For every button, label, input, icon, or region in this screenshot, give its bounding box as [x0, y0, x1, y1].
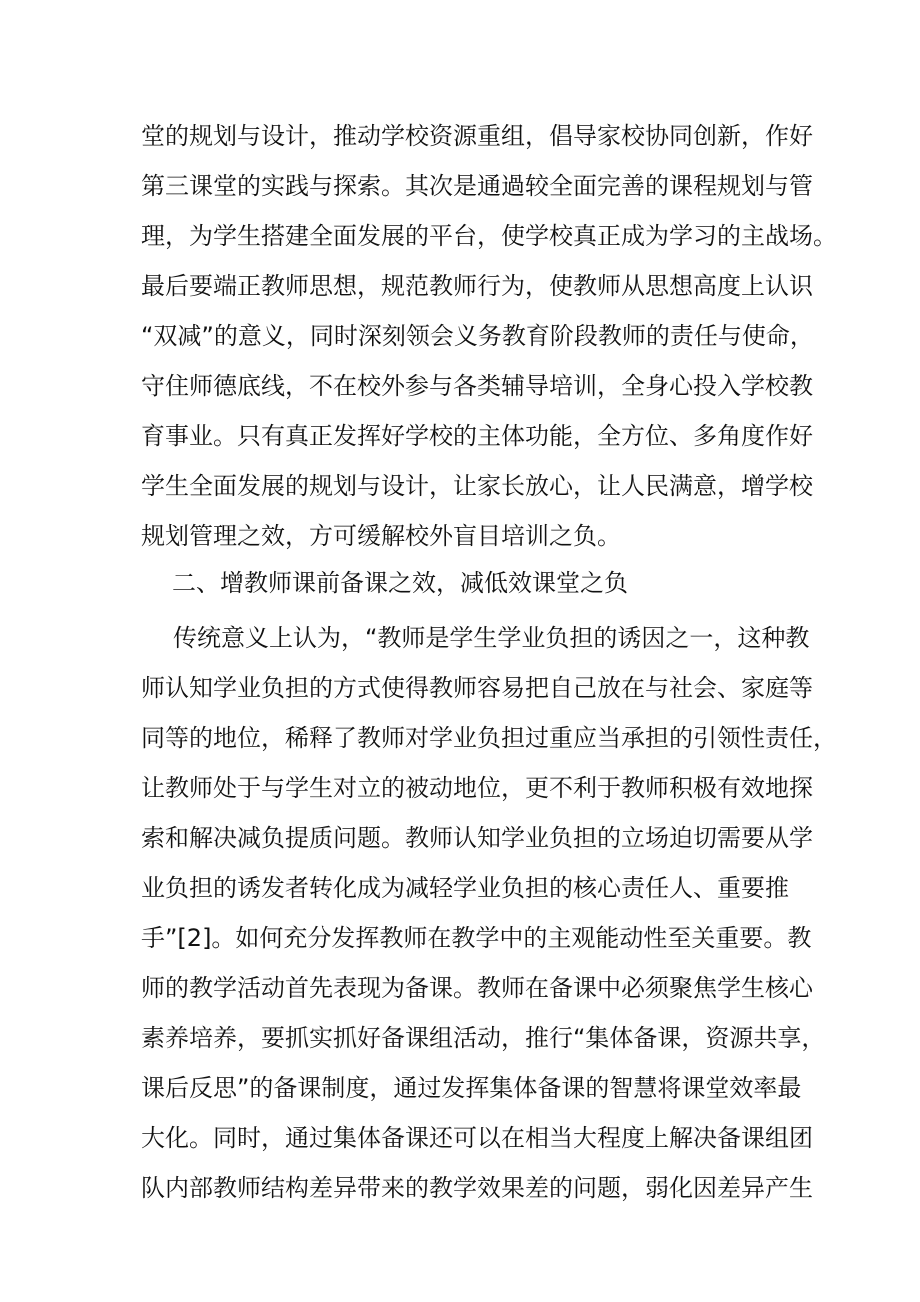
paragraph-1-line: “双减”的意义，同时深刻领会义务教育阶段教师的责任与使命， [141, 322, 814, 350]
paragraph-2-line: 素养培养，要抓实抓好备课组活动，推行“集体备课，资源共享， [141, 1024, 826, 1052]
paragraph-1-line: 守住师德底线，不在校外参与各类辅导培训，全身心投入学校教 [141, 372, 813, 400]
paragraph-2-line: 索和解决减负提质问题。教师认知学业负担的立场迫切需要从学 [141, 824, 813, 852]
paragraph-2-line: 队内部教师结构差异带来的教学效果差的问题，弱化因差异产生 [141, 1174, 813, 1202]
paragraph-2-line: 传统意义上认为，“教师是学生学业负担的诱因之一，这种教 [173, 624, 810, 652]
section-heading: 二、增教师课前备课之效，减低效课堂之负 [172, 569, 628, 597]
paragraph-1-line: 规划管理之效，方可缓解校外盲目培训之负。 [141, 522, 621, 550]
paragraph-2-line: 让教师处于与学生对立的被动地位，更不利于教师积极有效地探 [141, 774, 813, 802]
paragraph-1-line: 育事业。只有真正发挥好学校的主体功能，全方位、多角度作好 [141, 422, 813, 450]
paragraph-2-line: 业负担的诱发者转化成为减轻学业负担的核心责任人、重要推 [141, 874, 789, 902]
paragraph-1-line: 最后要端正教师思想，规范教师行为，使教师从思想高度上认识 [141, 272, 813, 300]
paragraph-2-line: 师的教学活动首先表现为备课。教师在备课中必须聚焦学生核心 [141, 974, 813, 1002]
paragraph-1-line: 理，为学生搭建全面发展的平台，使学校真正成为学习的主战场。 [141, 222, 837, 250]
paragraph-2-line: 同等的地位，稀释了教师对学业负担过重应当承担的引领性责任， [141, 724, 837, 752]
paragraph-1-line: 学生全面发展的规划与设计，让家长放心，让人民满意，增学校 [141, 472, 813, 500]
paragraph-1-line: 第三课堂的实践与探索。其次是通過较全面完善的课程规划与管 [141, 172, 813, 200]
paragraph-2-line: 大化。同时，通过集体备课还可以在相当大程度上解决备课组团 [141, 1124, 813, 1152]
paragraph-2-line: 手”[2]。如何充分发挥教师在教学中的主观能动性至关重要。教 [141, 924, 812, 952]
paragraph-1-line: 堂的规划与设计，推动学校资源重组，倡导家校协同创新，作好 [141, 122, 813, 150]
paragraph-2-line: 课后反思”的备课制度，通过发挥集体备课的智慧将课堂效率最 [141, 1074, 802, 1102]
paragraph-2-line: 师认知学业负担的方式使得教师容易把自己放在与社会、家庭等 [141, 674, 813, 702]
